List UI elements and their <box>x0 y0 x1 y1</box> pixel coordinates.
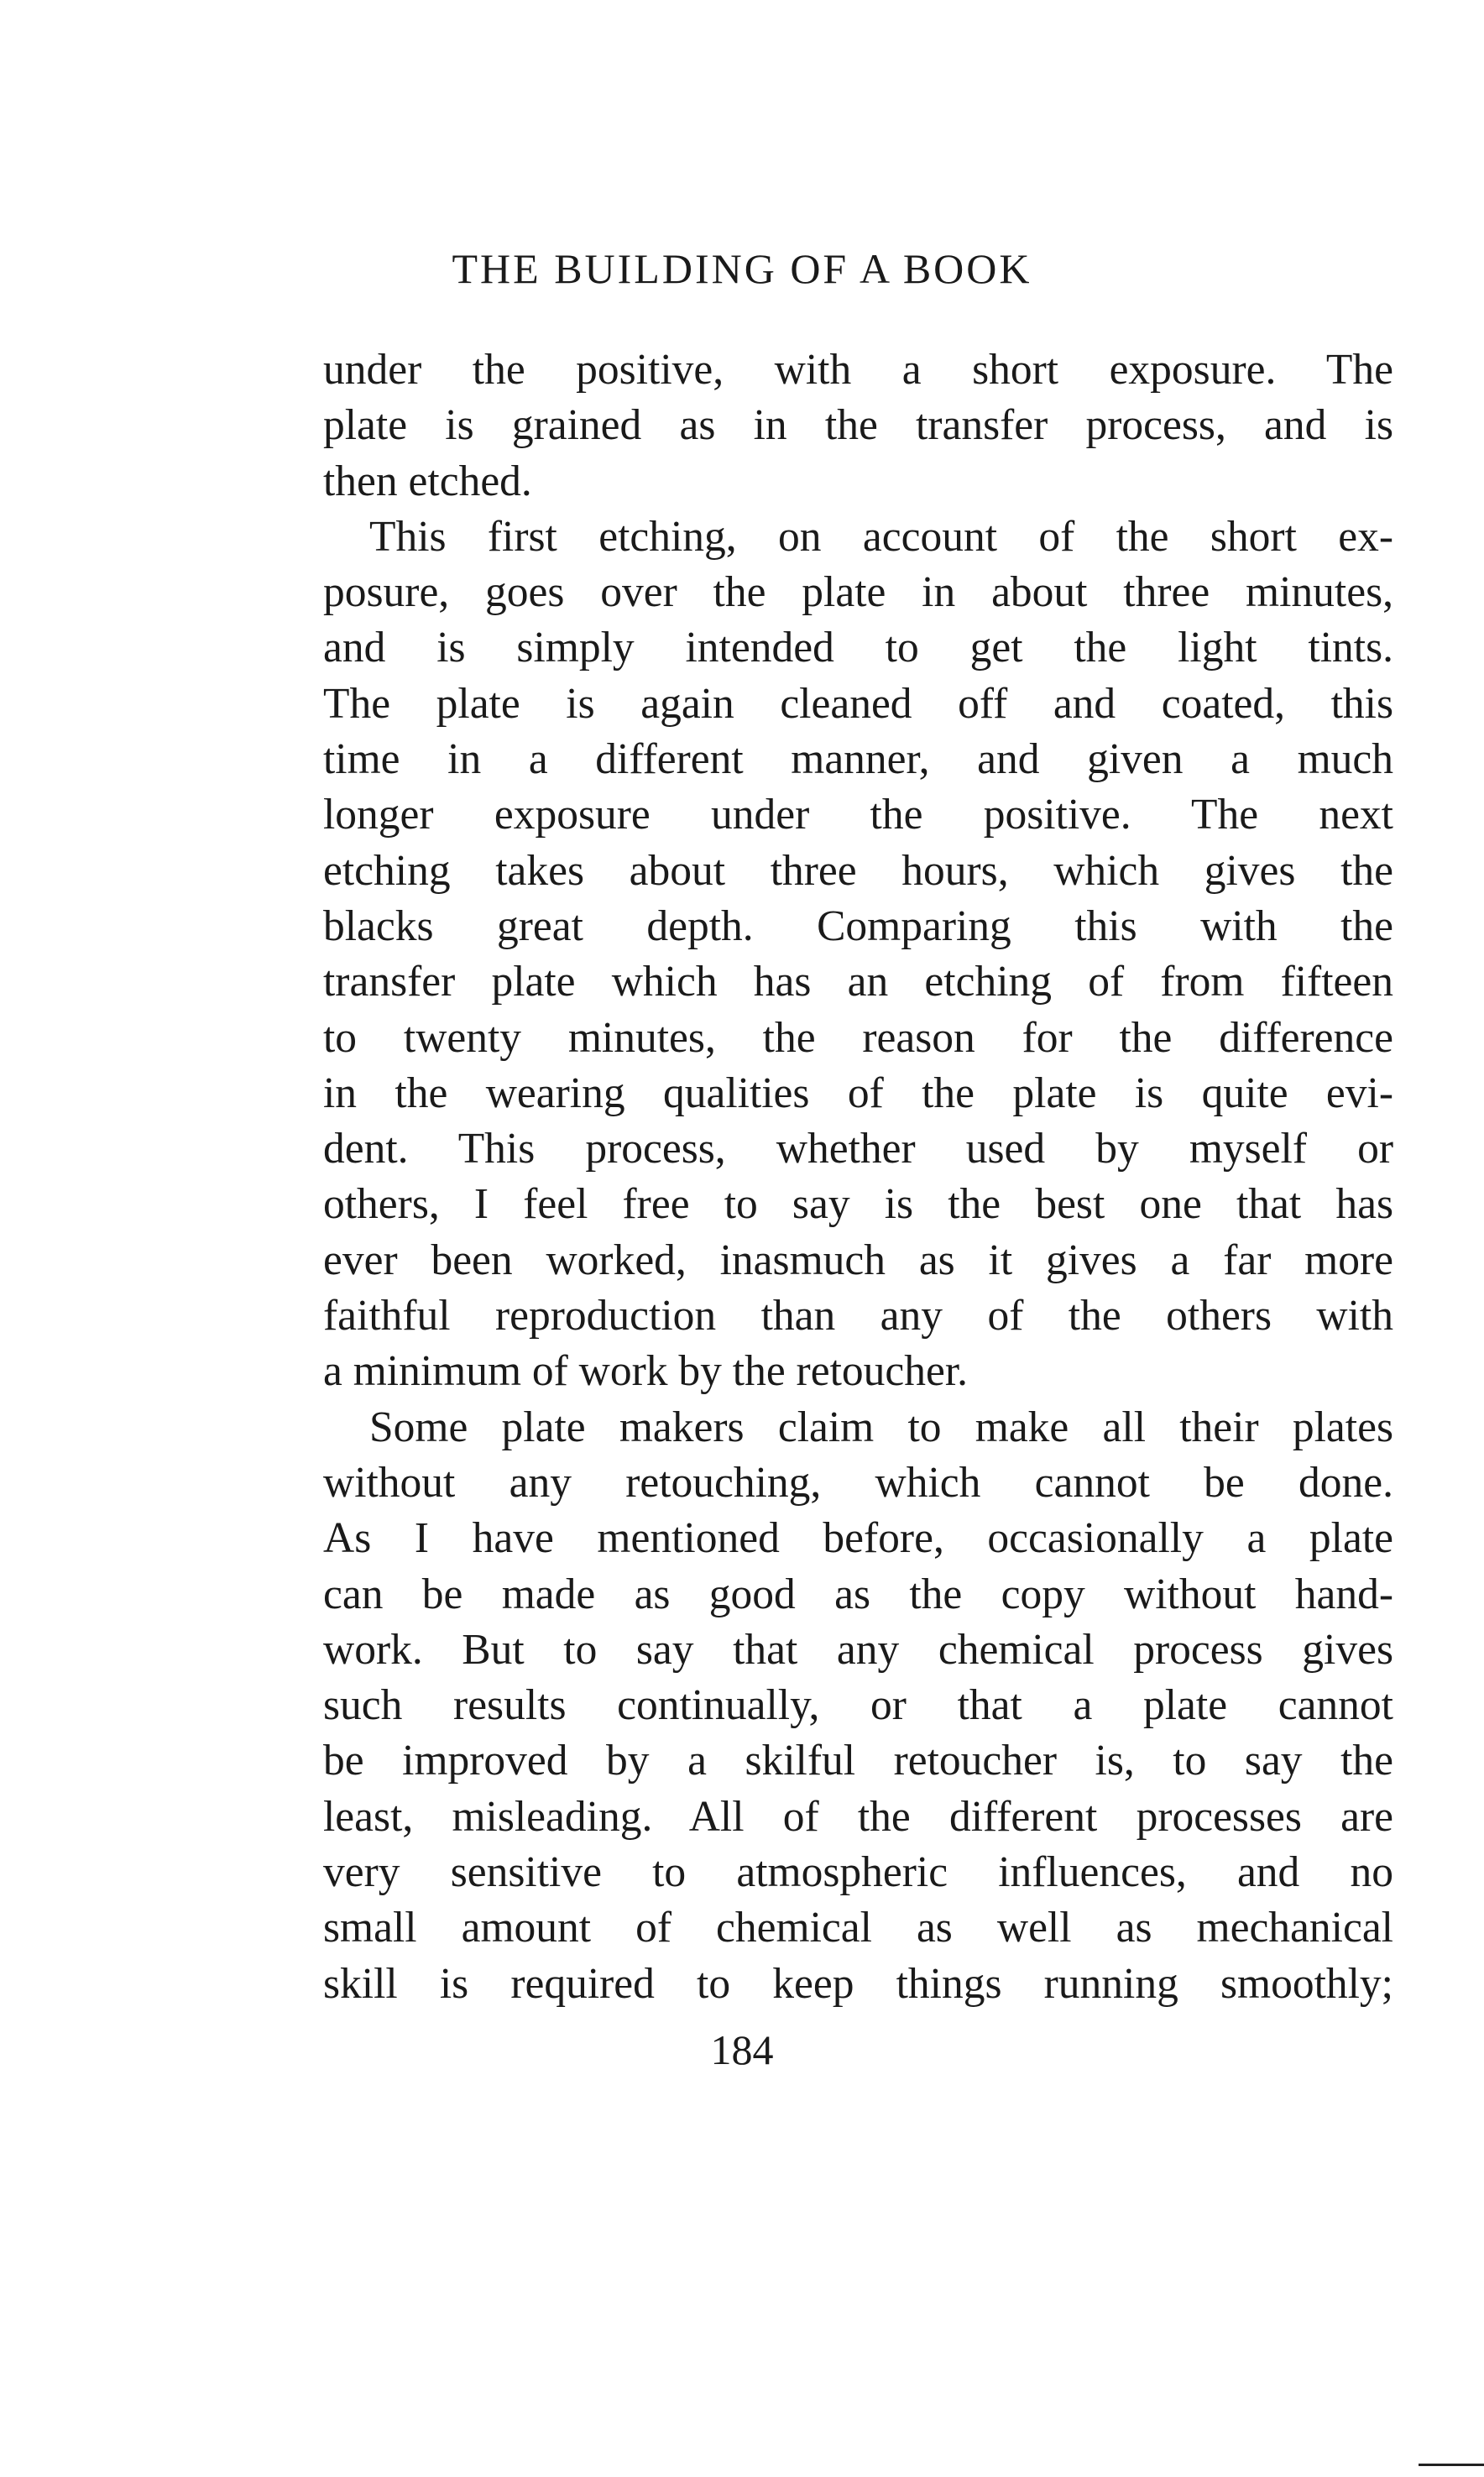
text-line: Some plate makers claim to make all their plates <box>369 1403 1393 1451</box>
text-line: etching takes about three hours, which gives the <box>323 846 1393 895</box>
text-line: without any retouching, which cannot be done. <box>323 1458 1393 1507</box>
text-line: time in a different manner, and given a much <box>323 735 1393 784</box>
text-line: longer exposure under the positive. The next <box>323 791 1393 839</box>
text-line: to twenty minutes, the reason for the difference <box>323 1013 1393 1062</box>
text-line: ever been worked, inasmuch as it gives a far more <box>323 1236 1393 1284</box>
text-line: such results continually, or that a plate cannot <box>323 1681 1393 1730</box>
text-line: others, I feel free to say is the best one that has <box>323 1180 1393 1229</box>
text-line: As I have mentioned before, occasionally a plate <box>323 1514 1393 1563</box>
text-line: transfer plate which has an etching of from fifteen <box>323 958 1393 1006</box>
text-line: The plate is again cleaned off and coated, this <box>323 679 1393 728</box>
text-line: work. But to say that any chemical process gives <box>323 1625 1393 1674</box>
text-line: faithful reproduction than any of the others with <box>323 1292 1393 1340</box>
text-line: posure, goes over the plate in about three minutes, <box>323 568 1393 617</box>
text-line: skill is required to keep things running smoothly; <box>323 1959 1393 2008</box>
text-line: and is simply intended to get the light tints. <box>323 624 1393 672</box>
text-line: in the wearing qualities of the plate is quite evi- <box>323 1069 1393 1117</box>
text-line: plate is grained as in the transfer process, and is <box>323 401 1393 450</box>
text-line: then etched. <box>323 457 532 505</box>
text-line: be improved by a skilful retoucher is, to say the <box>323 1737 1393 1785</box>
text-line: dent. This process, whether used by myself or <box>323 1125 1393 1173</box>
text-line: blacks great depth. Comparing this with the <box>323 901 1393 950</box>
text-line: a minimum of work by the retoucher. <box>323 1347 969 1396</box>
body-text <box>323 342 1393 2012</box>
text-line: under the positive, with a short exposure. The <box>323 346 1393 394</box>
running-head: THE BUILDING OF A BOOK <box>452 245 1032 292</box>
page-number: 184 <box>710 2026 774 2073</box>
text-line: can be made as good as the copy without hand- <box>323 1570 1393 1618</box>
text-line: small amount of chemical as well as mechanical <box>323 1904 1393 1952</box>
text-line: This first etching, on account of the short ex- <box>369 512 1393 561</box>
page-edge-mark <box>1419 2464 1484 2466</box>
text-line: least, misleading. All of the different processes are <box>323 1792 1393 1841</box>
text-line: very sensitive to atmospheric influences, and no <box>323 1848 1393 1897</box>
